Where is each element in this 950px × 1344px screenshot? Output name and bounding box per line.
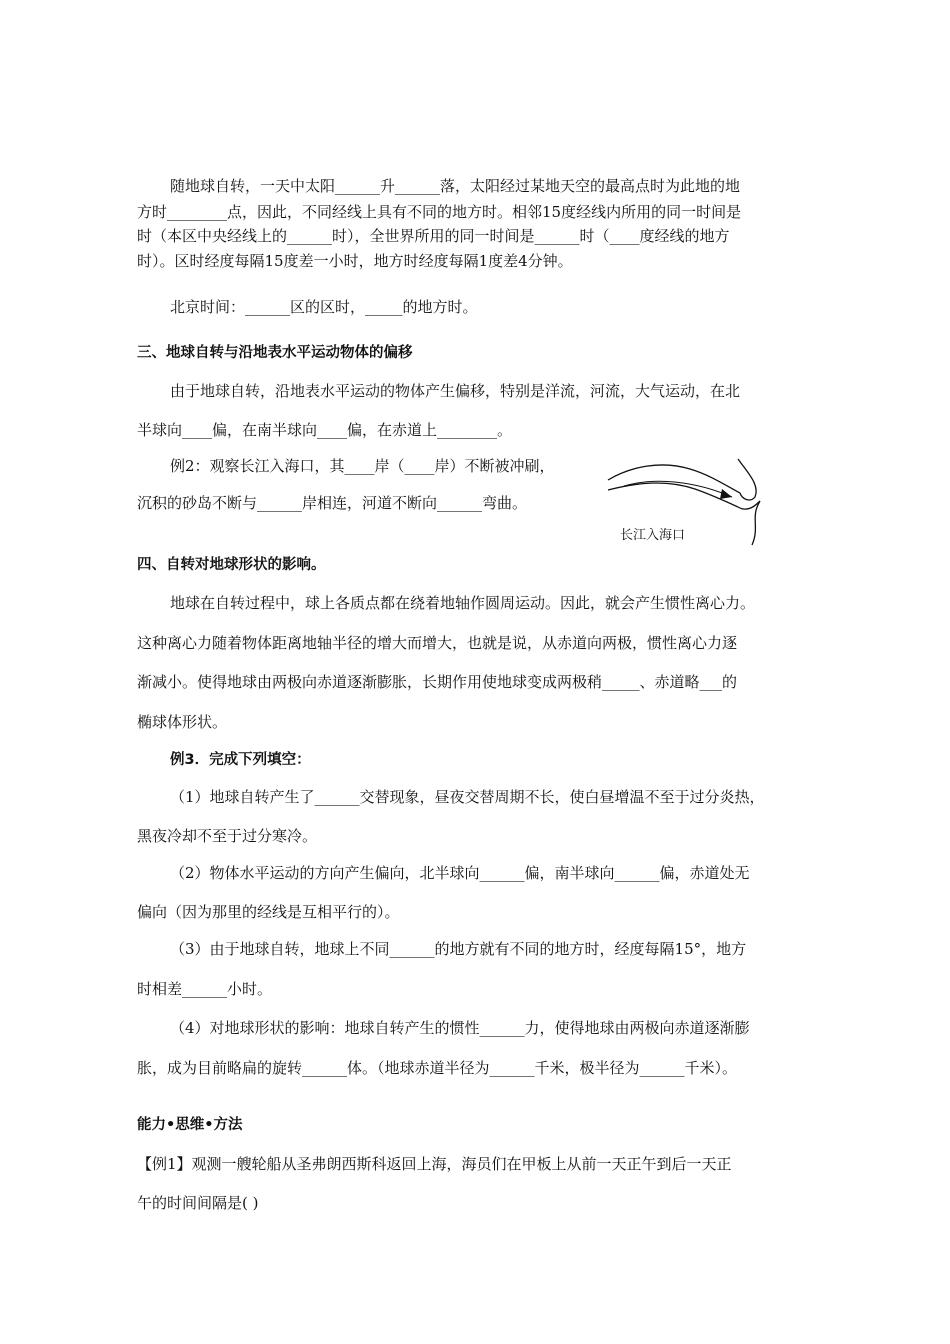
example-2-line-1: 例2：观察长江入海口，其____岸（____岸）不断被冲刷， [170,457,555,475]
figure-caption: 长江入海口 [620,528,686,543]
question-4-line-1: （4）对地球形状的影响：地球自转产生的惯性______力，使得地球由两极向赤道逐渐膨 [170,1019,750,1037]
question-3-line-1: （3）由于地球自转，地球上不同______的地方就有不同的地方时，经度每隔15°，地方 [170,940,747,958]
paragraph-shape-line-4: 椭球体形状。 [137,713,228,731]
question-1-line-1: （1）地球自转产生了______交替现象，昼夜交替周期不长，使白昼增温不至于过分炎热， [170,788,765,806]
question-2-line-1: （2）物体水平运动的方向产生偏向，北半球向______偏，南半球向______偏，赤道处无 [170,864,750,882]
example-1-line-1: 【例1】观测一艘轮船从圣弗朗西斯科返回上海，海员们在甲板上从前一天正午到后一天正 [137,1155,732,1173]
paragraph-shape-line-3: 渐减小。使得地球由两极向赤道逐渐膨胀，长期作用使地球变成两极稍_____、赤道略___的 [137,673,738,691]
paragraph-shape-line-2: 这种离心力随着物体距离地轴半径的增大而增大，也就是说，从赤道向两极，惯性离心力逐 [137,634,738,652]
section-heading-4: 四、自转对地球形状的影响。 [137,557,326,573]
example-3-heading: 例3．完成下列填空： [170,752,311,768]
question-3-line-2: 时相差______小时。 [137,980,273,998]
paragraph-shape-line-1: 地球在自转过程中，球上各质点都在绕着地轴作圆周运动。因此，就会产生惯性离心力。 [170,594,756,612]
paragraph-beijing-time: 北京时间：______区的区时，_____的地方时。 [170,298,478,316]
paragraph-local-time-line-2: 方时________点，因此，不同经线上具有不同的地方时。相邻15度经线内所用的同一时间是 [137,203,742,221]
example-2-line-2: 沉积的砂岛不断与______岸相连，河道不断向______弯曲。 [137,494,528,512]
question-4-line-2: 胀，成为目前略扁的旋转______体。（地球赤道半径为______千米，极半径为______千米）。 [137,1059,738,1077]
paragraph-deflection-line-1: 由于地球自转，沿地表水平运动的物体产生偏移，特别是洋流，河流，大气运动，在北 [170,382,741,400]
example-1-line-2: 午的时间间隔是( ) [137,1194,259,1212]
paragraph-deflection-line-2: 半球向____偏，在南半球向____偏，在赤道上________。 [137,421,513,439]
paragraph-local-time-line-1: 随地球自转，一天中太阳______升______落，太阳经过某地天空的最高点时为此地的地 [170,177,741,195]
section-heading-ability: 能力•思维•方法 [137,1117,243,1133]
paragraph-local-time-line-3: 时（本区中央经线上的______时），全世界所用的同一时间是______时（____度经线的地方 [137,227,730,245]
section-heading-3: 三、地球自转与沿地表水平运动物体的偏移 [137,345,413,361]
paragraph-local-time-line-4: 时）。区时经度每隔15度差一小时，地方时经度每隔1度差4分钟。 [137,252,573,270]
question-1-line-2: 黑夜冷却不至于过分寒冷。 [137,827,318,845]
question-2-line-2: 偏向（因为那里的经线是互相平行的）。 [137,903,400,921]
